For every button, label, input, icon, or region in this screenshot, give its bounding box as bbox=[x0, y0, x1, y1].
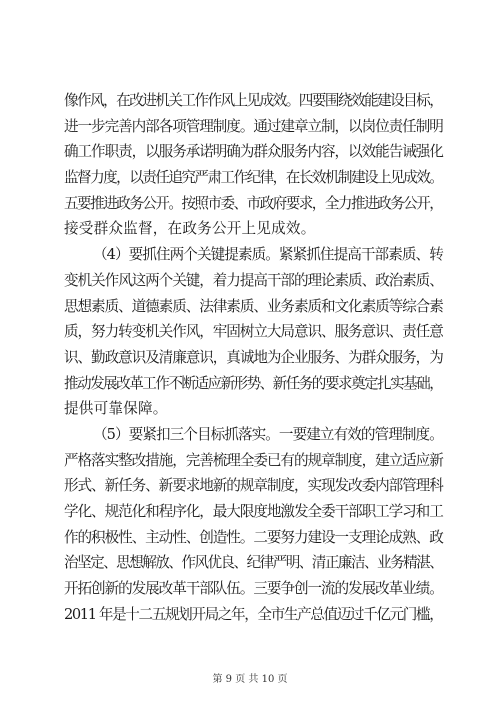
document-body bbox=[64, 88, 444, 627]
text-line: 变机关作风这两个关键，着力提高干部的理论素质、政治素质、 bbox=[64, 271, 443, 289]
text-line: 思想素质、道德素质、法律素质、业务素质和文化素质等综合素 bbox=[64, 297, 443, 315]
page-footer: 第 9 页 共 10 页 bbox=[212, 674, 288, 685]
text-line: 接受群众监督，在政务公开上见成效。 bbox=[64, 220, 316, 238]
text-line: 严格落实整改措施，完善梳理全委已有的规章制度，建立适应新 bbox=[64, 451, 443, 469]
text-line: 学化、规范化和程序化，最大限度地激发全委干部职工学习和工 bbox=[64, 503, 443, 520]
text-line: 像作风，在改进机关工作作风上见成效。四要围绕效能建设目标， bbox=[64, 92, 443, 109]
text-line: 五要推进政务公开。按照市委、市政府要求，全力推进政务公开， bbox=[64, 194, 443, 212]
text-line: 识、勤政意识及清廉意识，真诚地为企业服务、为群众服务，为 bbox=[64, 348, 443, 366]
text-line: 形式、新任务、新要求地新的规章制度，实现发改委内部管理科 bbox=[64, 477, 443, 495]
text-line: 推动发展改革工作不断适应新形势、新任务的要求奠定扎实基础， bbox=[64, 374, 443, 392]
text-line: （4）要抓住两个关键提素质。紧紧抓住提高干部素质、转 bbox=[93, 246, 443, 264]
text-line: 确工作职责，以服务承诺明确为群众服务内容，以效能告诫强化 bbox=[64, 143, 443, 161]
text-line: 进一步完善内部各项管理制度。通过建章立制，以岗位责任制明 bbox=[64, 117, 443, 135]
text-line: 监督力度，以责任追究严肃工作纪律，在长效机制建设上见成效。 bbox=[64, 169, 443, 187]
text-line: 作的积极性、主动性、创造性。二要努力建设一支理论成熟、政 bbox=[64, 528, 443, 546]
text-line: 开拓创新的发展改革干部队伍。三要争创一流的发展改革业绩。 bbox=[64, 580, 443, 598]
text-line: 质，努力转变机关作风，牢固树立大局意识、服务意识、责任意 bbox=[64, 323, 443, 341]
text-line: 2011 年是十二五规划开局之年，全市生产总值迈过千亿元门槛， bbox=[64, 605, 443, 623]
text-line: 提供可靠保障。 bbox=[64, 400, 168, 418]
text-line: 治坚定、思想解放、作风优良、纪律严明、清正廉洁、业务精湛、 bbox=[64, 554, 443, 572]
text-line: （5）要紧扣三个目标抓落实。一要建立有效的管理制度。 bbox=[93, 425, 443, 443]
